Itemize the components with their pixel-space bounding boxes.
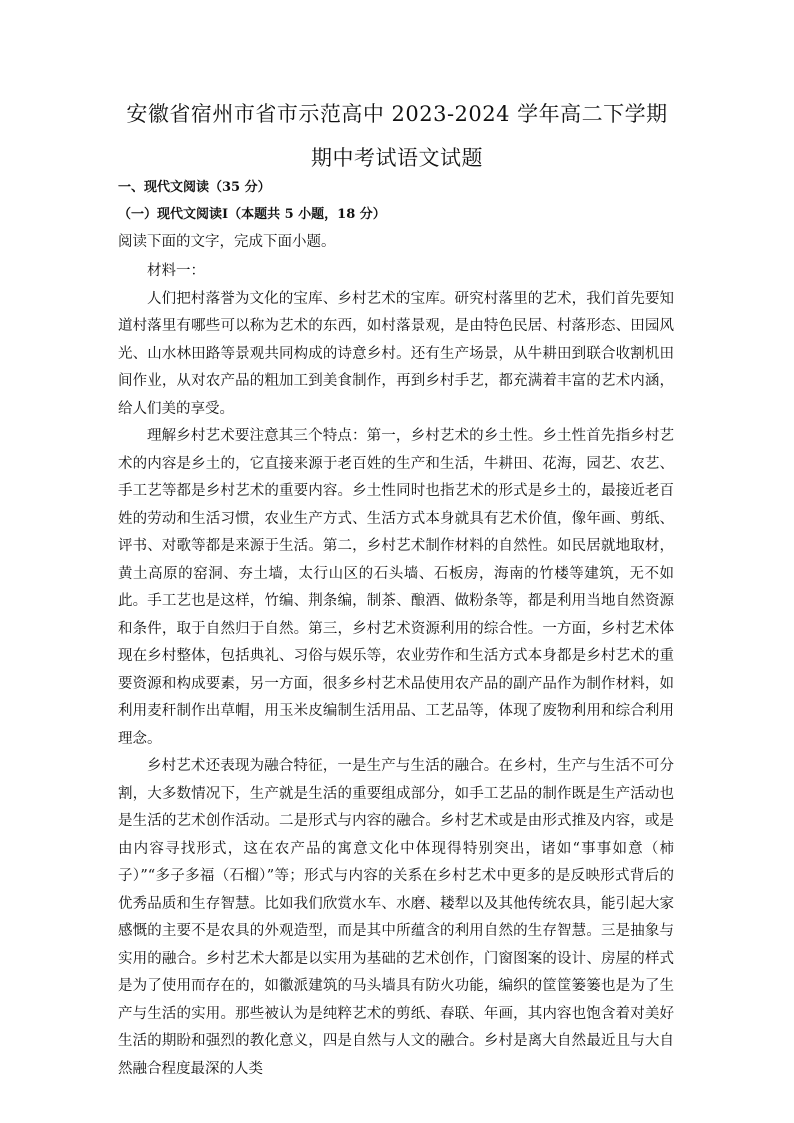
document-title-line-1: 安徽省宿州市省市示范高中 2023-2024 学年高二下学期 (126, 102, 668, 126)
document-title-line-2: 期中考试语文试题 (311, 146, 483, 170)
section-heading-modern-reading: 一、现代文阅读（35 分） (118, 180, 271, 195)
material-label: 材料一： (147, 263, 205, 279)
reading-instruction: 阅读下面的文字，完成下面小题。 (118, 234, 336, 250)
paragraph-1: 人们把村落誉为文化的宝库、乡村艺术的宝库。研究村落里的艺术，我们首先要知道村落里有哪些可以称为艺术的东西，如村落景观，是由特色民居、村落形态、田园风光、山水林田路等景观共同构成的诗意乡村。还有生产场景，从牛耕田到联合收割机田间作业，从对农产品的粗加工到美食制作，再到乡村手艺，都充满着丰富的艺术内涵，给人们美的享受。 (118, 290, 674, 417)
paragraph-2: 理解乡村艺术要注意其三个特点：第一，乡村艺术的乡土性。乡土性首先指乡村艺术的内容是乡土的，它直接来源于老百姓的生产和生活，牛耕田、花海，园艺、农艺、手工艺等都是乡村艺术的重要内容。乡土性同时也指艺术的形式是乡土的，最接近老百姓的劳动和生活习惯，农业生产方式、生活方式本身就具有艺术价值，像年画、剪纸、评书、对歌等都是来源于生活。第二，乡村艺术制作材料的自然性。如民居就地取材，黄土高原的窑洞、夯土墙，太行山区的石头墙、石板房，海南的竹楼等建筑，无不如此。手工艺也是这样，竹编、荆条编，制茶、酿酒、做粉条等，都是利用当地自然资源和条件，取于自然归于自然。第三，乡村艺术资源利用的综合性。一方面，乡村艺术体现在乡村整体，包括典礼、习俗与娱乐等，农业劳作和生活方式本身都是乡村艺术的重要资源和构成要素，另一方面，很多乡村艺术品使用农产品的副产品作为制作材料，如利用麦秆制作出草帽，用玉米皮编制生活用品、工艺品等，体现了废物利用和综合利用理念。 (118, 428, 674, 747)
paragraph-3: 乡村艺术还表现为融合特征，一是生产与生活的融合。在乡村，生产与生活不可分割，大多数情况下，生产就是生活的重要组成部分，如手工艺品的制作既是生产活动也是生活的艺术创作活动。二是形式与内容的融合。乡村艺术或是由形式推及内容，或是由内容寻找形式，这在农产品的寓意文化中体现得特别突出，诸如“事事如意（柿子）”“多子多福（石榴）”等；形式与内容的关系在乡村艺术中更多的是反映形式背后的优秀品质和生存智慧。比如我们欣赏水车、水磨、耧犁以及其他传统农具，能引起大家感慨的主要不是农具的外观造型，而是其中所蕴含的利用自然的生存智慧。三是抽象与实用的融合。乡村艺术大都是以实用为基础的艺术创作，门窗图案的设计、房屋的样式是为了使用而存在的，如徽派建筑的马头墙具有防火功能，编织的筐筐篓篓也是为了生产与生活的实用。那些被认为是纯粹艺术的剪纸、春联、年画，其内容也饱含着对美好生活的期盼和强烈的教化意义，四是自然与人文的融合。乡村是离大自然最近且与大自然融合程度最深的人类 (118, 758, 674, 1077)
article-body (118, 258, 674, 1083)
subsection-heading-reading-1: （一）现代文阅读Ⅰ（本题共 5 小题，18 分） (118, 207, 386, 222)
